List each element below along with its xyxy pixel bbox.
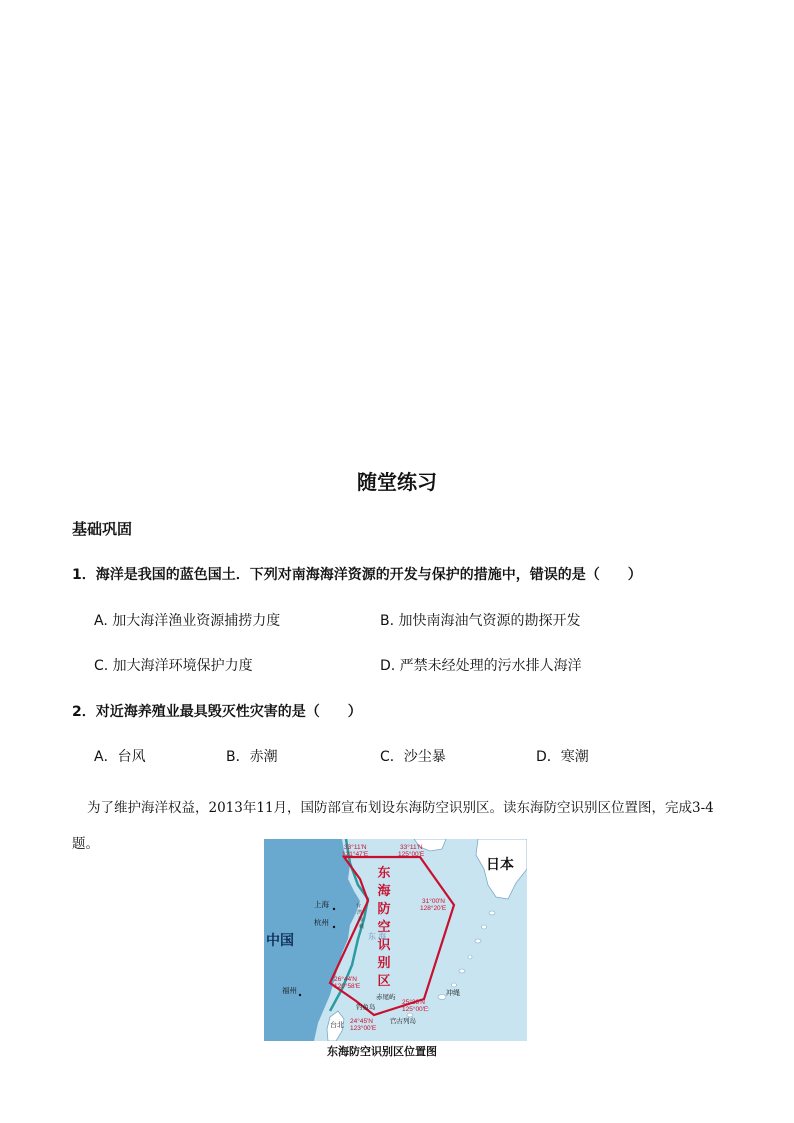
q1-option-b: B. 加快南海油气资源的勘探开发 [380,613,581,629]
sea-label: 东 海 [368,932,387,941]
zone-title-char-6: 别 [377,955,391,970]
q2-option-a: A．台风 [94,749,146,765]
coord-e-lat: 31°00'N [422,898,445,905]
city-okinawa: 冲绳 [446,990,460,997]
coord-w-lon: 120°58'E [334,983,361,990]
question-1-stem: 1．海洋是我国的蓝色国土．下列对南海海洋资源的开发与保护的措施中，错误的是（ ） [72,567,642,583]
question-2-stem: 2．对近海养殖业最具毁灭性灾害的是（ ） [72,704,362,720]
q1-option-a: A. 加大海洋渔业资源捕捞力度 [94,613,281,629]
city-fuzhou: 福州 [282,986,297,995]
page-title: 随堂练习 [357,470,437,494]
city-hangzhou: 杭州 [314,918,329,927]
zone-title-char-5: 识 [377,937,391,952]
q2-option-d: D．寒潮 [536,749,589,765]
city-shanghai: 上海 [314,900,329,909]
zone-title-char-2: 海 [377,883,391,898]
zone-title-char-4: 空 [377,919,391,934]
zone-title-char-3: 防 [377,901,391,916]
coord-ne-lat: 33°11'N [400,844,423,851]
island-diaoyu: 钓鱼岛 [356,1004,376,1011]
coord-w-lat: 26°44'N [334,976,357,983]
coord-nw-lat: 33°11'N [344,844,367,851]
china-label: 中国 [266,932,294,948]
coord-s-lon: 123°00'E [350,1025,377,1032]
zone-title-char-1: 东 [377,865,391,880]
q1-option-d: D. 严禁未经处理的污水排人海洋 [380,658,582,674]
q1-option-c: C. 加大海洋环境保护力度 [94,658,253,674]
passage-text: 为了维护海洋权益，2013年11月，国防部宣布划设东海防空识别区。读东海防空识别区位置图，完成3-4题。 [72,800,714,852]
strait-char-2: 湾 [357,910,363,916]
q2-option-b: B．赤潮 [226,749,278,765]
strait-char-4: 峡 [359,924,365,930]
coord-se-lon: 125°00'E [402,1006,429,1013]
coord-e-lon: 128°20'E [420,905,447,912]
coord-s-lat: 24°45'N [350,1018,373,1025]
city-taibei: 台北 [330,1022,344,1029]
coord-ne-lon: 125°00'E [398,851,425,858]
map-caption: 东海防空识别区位置图 [327,1045,437,1058]
islands-miyako: 宫古列岛 [390,1018,416,1025]
east-china-sea-adiz-map [264,839,527,1041]
zone-title-char-7: 区 [377,973,391,988]
strait-char-1: 台 [356,903,362,909]
coord-se-lat: 25°38'N [402,999,425,1006]
section-heading: 基础巩固 [72,520,133,538]
island-chiwei: 赤尾屿 [376,994,396,1001]
strait-char-3: 海 [358,917,364,923]
coord-nw-lon: 121°47'E [342,851,369,858]
q2-option-c: C．沙尘暴 [380,749,446,765]
japan-label: 日本 [486,856,514,872]
